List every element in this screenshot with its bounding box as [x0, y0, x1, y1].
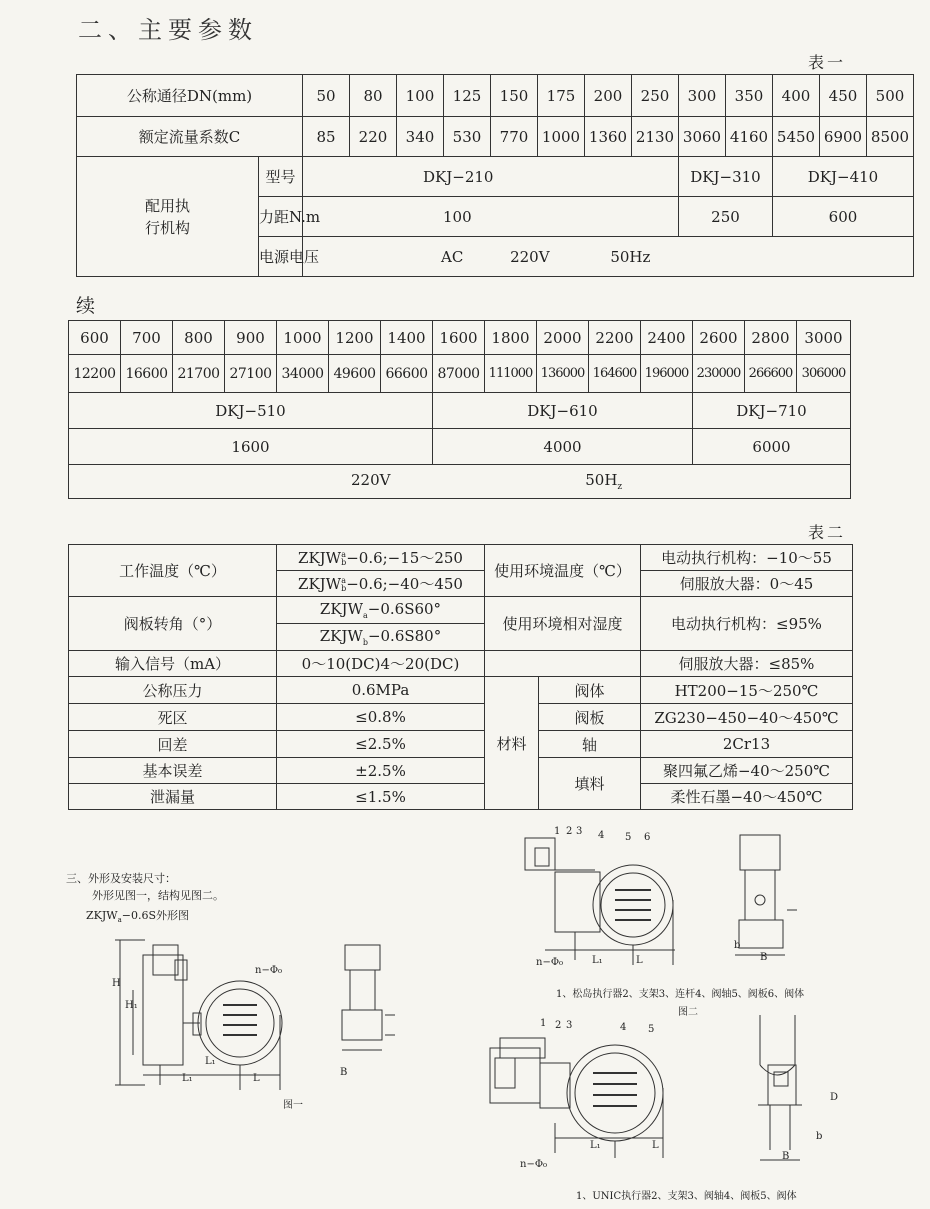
c-cell: 2130 [632, 117, 679, 157]
leak-label: 泄漏量 [69, 784, 277, 810]
cont-model-cell: DKJ−510 [69, 393, 433, 429]
empty-cell [485, 651, 641, 677]
c-cell: 770 [491, 117, 538, 157]
packing-1: 聚四氟乙烯−40～250℃ [641, 758, 853, 784]
cont-power-hz-text: 50H [585, 471, 618, 489]
cont-torque-cell: 1600 [69, 429, 433, 465]
dn-cell: 400 [773, 75, 820, 117]
dn-cell: 250 [632, 75, 679, 117]
torque-label: 力距N.m [259, 197, 303, 237]
cont-power-v: 220V [351, 471, 391, 489]
cont-power-hz-sub: z [617, 482, 623, 492]
c-cell: 4160 [726, 117, 773, 157]
plate-label: 阀板 [539, 704, 641, 731]
figure1-side-view [330, 940, 405, 1060]
c-label: 额定流量系数C [77, 117, 303, 157]
cont-c-cell: 66600 [381, 355, 433, 393]
cont-dn-cell: 700 [121, 321, 173, 355]
cont-c-cell: 136000 [537, 355, 589, 393]
dn-cell: 125 [444, 75, 491, 117]
cont-c-cell: 12200 [69, 355, 121, 393]
env-temp-1: 电动执行机构：−10～55 [641, 545, 853, 571]
cont-torque-cell: 6000 [693, 429, 851, 465]
model-cell: DKJ−210 [303, 157, 679, 197]
c-cell: 530 [444, 117, 491, 157]
table2 [68, 544, 853, 810]
dn-label: 公称通径DN(mm) [77, 75, 303, 117]
figure3-front-view [485, 1018, 670, 1173]
cont-row-torque [69, 429, 851, 465]
table1 [76, 74, 914, 277]
figure2-front-view [515, 830, 685, 970]
dim-H1: H₁ [125, 1000, 138, 1011]
cont-dn-cell: 1000 [277, 321, 329, 355]
angle-2: $ZKJW_b-0.6S80^\circ$ [277, 624, 485, 651]
dn-cell: 100 [397, 75, 444, 117]
fig2-dim-L1: L₁ [592, 955, 603, 966]
dim-hole: n−Φ₀ [255, 965, 283, 976]
dn-cell: 450 [820, 75, 867, 117]
actuator-label-line2: 行机构 [144, 218, 190, 237]
fig3-caption: 1、UNIC执行器2、支架3、阀轴4、阀板5、阀体 [576, 1191, 797, 1202]
cont-dn-cell: 600 [69, 321, 121, 355]
dn-cell: 200 [585, 75, 632, 117]
cont-dn-cell: 3000 [797, 321, 851, 355]
cont-dn-cell: 1600 [433, 321, 485, 355]
table1-row-dn [77, 75, 914, 117]
cont-dn-cell: 2000 [537, 321, 589, 355]
fig2-part3: 3 [576, 826, 583, 837]
cont-model-cell: DKJ−610 [433, 393, 693, 429]
fig2-part4: 4 [598, 830, 605, 841]
material-label: 材料 [485, 677, 539, 810]
env-hum-2: 伺服放大器：≤85% [641, 651, 853, 677]
fig2-part5: 5 [625, 832, 632, 843]
actuator-label-line1: 配用执 [144, 196, 190, 215]
packing-2: 柔性石墨−40～450℃ [641, 784, 853, 810]
cont-dn-cell: 2800 [745, 321, 797, 355]
err-label: 基本误差 [69, 758, 277, 784]
cont-c-cell: 27100 [225, 355, 277, 393]
section3-line1: 外形见图一，结构见图二。 [92, 889, 224, 902]
cont-dn-cell: 900 [225, 321, 277, 355]
hyst-value: ≤2.5% [277, 731, 485, 758]
fig3-part1: 1 [540, 1018, 547, 1029]
cont-c-cell: 111000 [485, 355, 537, 393]
figure1-front-view [105, 935, 295, 1095]
fig2-dim-L: L [636, 955, 643, 966]
cont-c-cell: 266600 [745, 355, 797, 393]
packing-label: 填料 [539, 758, 641, 810]
dn-cell: 175 [538, 75, 585, 117]
leak-value: ≤1.5% [277, 784, 485, 810]
cont-c-cell: 230000 [693, 355, 745, 393]
c-cell: 220 [350, 117, 397, 157]
work-temp-label: 工作温度（℃） [69, 545, 277, 597]
fig2-dim-b: b [734, 940, 741, 951]
fig3-dim-hole: n−Φ₀ [520, 1159, 548, 1170]
err-value: ±2.5% [277, 758, 485, 784]
power-ac: AC [441, 247, 464, 266]
power-label: 电源电压 [259, 237, 303, 277]
angle-label: 阀板转角（°） [69, 597, 277, 651]
dn-cell: 50 [303, 75, 350, 117]
cont-c-cell: 16600 [121, 355, 173, 393]
c-cell: 1360 [585, 117, 632, 157]
env-temp-label: 使用环境温度（℃） [485, 545, 641, 597]
dn-cell: 150 [491, 75, 538, 117]
continued-label: 续 [76, 295, 96, 317]
env-temp-2: 伺服放大器：0～45 [641, 571, 853, 597]
cont-dn-cell: 2400 [641, 321, 693, 355]
figure3-side-view [740, 1010, 830, 1170]
dim-L1-fig1: L₁ [205, 1056, 216, 1067]
section3-line2: $ZKJW_a-0.6S$外形图 [86, 909, 190, 925]
cont-dn-cell: 1400 [381, 321, 433, 355]
cont-c-cell: 49600 [329, 355, 381, 393]
cont-c-cell: 87000 [433, 355, 485, 393]
input-label: 输入信号（mA） [69, 651, 277, 677]
dn-cell: 350 [726, 75, 773, 117]
power-cell [303, 237, 914, 277]
actuator-label [77, 157, 259, 277]
table1-caption: 表一 [808, 53, 847, 72]
cont-c-cell: 164600 [589, 355, 641, 393]
torque-cell: 250 [679, 197, 773, 237]
cont-row-model [69, 393, 851, 429]
dim-H: H [112, 978, 121, 989]
dn-cell: 300 [679, 75, 726, 117]
table1-row-c [77, 117, 914, 157]
hyst-label: 回差 [69, 731, 277, 758]
cont-dn-cell: 2600 [693, 321, 745, 355]
cont-dn-cell: 1200 [329, 321, 381, 355]
env-hum-1: 电动执行机构：≤95% [641, 597, 853, 651]
cont-row-dn [69, 321, 851, 355]
dim-L-fig1: L [253, 1073, 260, 1084]
c-cell: 6900 [820, 117, 867, 157]
c-cell: 5450 [773, 117, 820, 157]
shaft-value: 2Cr13 [641, 731, 853, 758]
fig3-dim-L1: L₁ [590, 1140, 601, 1151]
body-label: 阀体 [539, 677, 641, 704]
c-cell: 8500 [867, 117, 914, 157]
fig3-part5: 5 [648, 1024, 655, 1035]
plate-value: ZG230−450−40～450℃ [641, 704, 853, 731]
fig3-dim-b: b [816, 1131, 823, 1142]
cont-dn-cell: 800 [173, 321, 225, 355]
c-cell: 340 [397, 117, 444, 157]
fig2-part1: 1 [554, 826, 561, 837]
fig3-dim-D: D [830, 1092, 839, 1103]
cont-dn-cell: 2200 [589, 321, 641, 355]
fig2-part6: 6 [644, 832, 651, 843]
fig3-part3: 3 [566, 1020, 573, 1031]
cont-c-cell: 34000 [277, 355, 329, 393]
dim-B-fig1: B [340, 1067, 348, 1078]
torque-cell: 600 [773, 197, 914, 237]
table1-row-model [77, 157, 914, 197]
section3-title: 三、外形及安装尺寸： [66, 872, 176, 885]
fig3-dim-B: B [782, 1151, 790, 1162]
model-label: 型号 [259, 157, 303, 197]
section-title: 二、主要参数 [78, 16, 258, 44]
fig1-label: 图一 [283, 1100, 303, 1111]
model-cell: DKJ−410 [773, 157, 914, 197]
work-temp-1: ZKJW a b −0.6;−15～250 [277, 545, 485, 571]
cont-torque-cell: 4000 [433, 429, 693, 465]
cont-power-hz [585, 471, 623, 492]
body-value: HT200−15～250℃ [641, 677, 853, 704]
cont-model-cell: DKJ−710 [693, 393, 851, 429]
cont-c-cell: 196000 [641, 355, 693, 393]
fig2-label: 图二 [678, 1007, 698, 1018]
fig2-caption: 1、松岛执行器2、支架3、连杆4、阀轴5、阀板6、阀体 [556, 989, 805, 1000]
dead-label: 死区 [69, 704, 277, 731]
table1-continued [68, 320, 851, 499]
cont-c-cell: 21700 [173, 355, 225, 393]
dim-L1b-fig1: L₁ [182, 1073, 193, 1084]
fig2-dim-hole: n−Φ₀ [536, 957, 564, 968]
cont-row-c [69, 355, 851, 393]
c-cell: 1000 [538, 117, 585, 157]
power-hz: 50Hz [610, 247, 651, 266]
dn-cell: 80 [350, 75, 397, 117]
torque-cell: 100 [303, 197, 679, 237]
input-value: 0～10(DC)4～20(DC) [277, 651, 485, 677]
work-temp-2: ZKJW a b −0.6;−40～450 [277, 571, 485, 597]
power-v: 220V [510, 247, 550, 266]
cont-dn-cell: 1800 [485, 321, 537, 355]
dn-cell: 500 [867, 75, 914, 117]
env-hum-label: 使用环境相对湿度 [485, 597, 641, 651]
table2-caption: 表二 [808, 523, 847, 542]
dead-value: ≤0.8% [277, 704, 485, 731]
fig2-part2: 2 [566, 826, 573, 837]
c-cell: 85 [303, 117, 350, 157]
fig3-part4: 4 [620, 1022, 627, 1033]
model-cell: DKJ−310 [679, 157, 773, 197]
pressure-value: 0.6MPa [277, 677, 485, 704]
fig3-part2: 2 [555, 1020, 562, 1031]
pressure-label: 公称压力 [69, 677, 277, 704]
fig2-dim-B: B [760, 952, 768, 963]
cont-power-cell [69, 465, 851, 499]
angle-1: $ZKJW_a-0.6S60^\circ$ [277, 597, 485, 624]
cont-row-power [69, 465, 851, 499]
c-cell: 3060 [679, 117, 726, 157]
fig3-dim-L: L [652, 1140, 659, 1151]
shaft-label: 轴 [539, 731, 641, 758]
cont-c-cell: 306000 [797, 355, 851, 393]
